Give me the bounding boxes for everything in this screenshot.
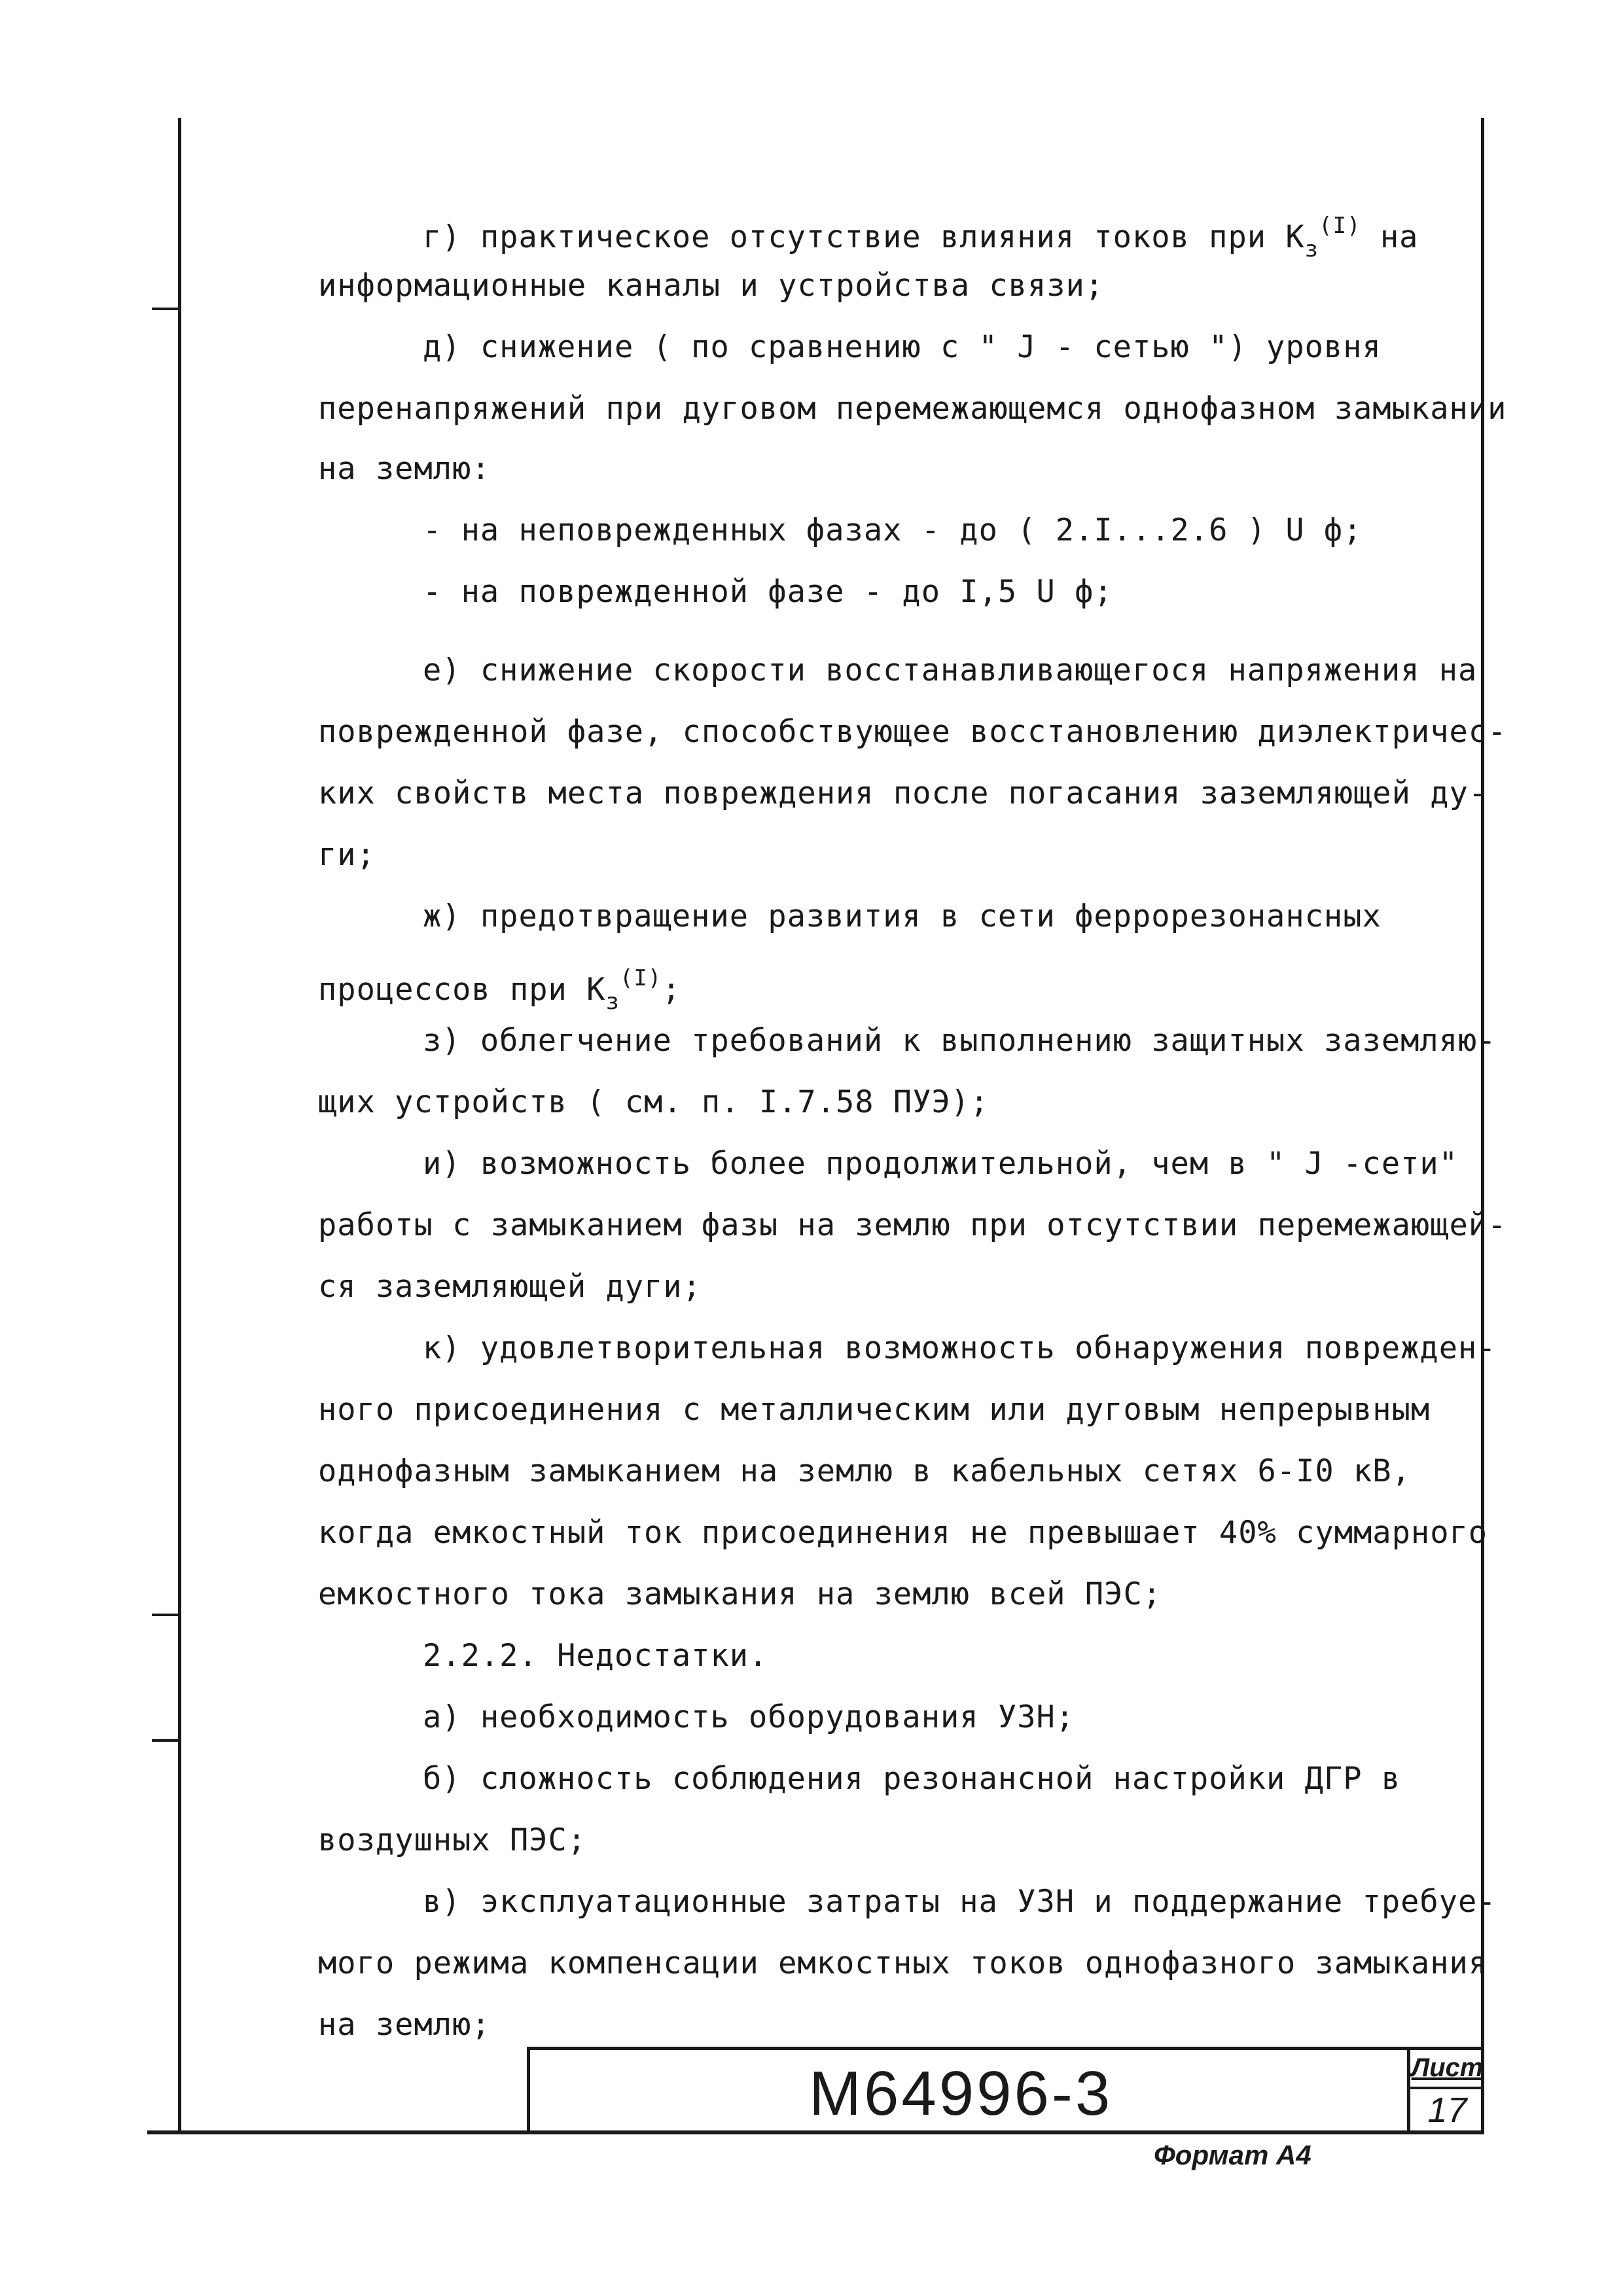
paragraph-zh-line-1: ж) предотвращение развития в сети феррорезонансных bbox=[423, 898, 1382, 934]
paragraph-k-line-2: ного присоединения с металлическим или дуговым непрерывным bbox=[318, 1392, 1431, 1428]
subscript: з bbox=[605, 989, 620, 1015]
paragraph-b-line-1: б) сложность соблюдения резонансной настройки ДГР в bbox=[423, 1761, 1401, 1797]
paragraph-a-line-1: а) необходимость оборудования УЗН; bbox=[423, 1699, 1075, 1735]
page-frame-left bbox=[178, 118, 181, 2133]
superscript: (I) bbox=[1319, 213, 1361, 239]
paragraph-d-line-4: - на неповрежденных фазах - до ( 2.I...2.6 ) U ф; bbox=[423, 512, 1363, 548]
paragraph-z-line-2: щих устройств ( см. п. I.7.58 ПУЭ); bbox=[318, 1084, 990, 1120]
document-code: М64996-3 bbox=[809, 2058, 1113, 2128]
superscript: (I) bbox=[619, 965, 662, 991]
sheet-cell bbox=[1407, 2050, 1484, 2134]
paragraph-b-line-2: воздушных ПЭС; bbox=[318, 1822, 587, 1858]
paragraph-z-line-1: з) облегчение требований к выполнению защитных заземляю- bbox=[423, 1023, 1497, 1059]
paragraph-e-line-4: ги; bbox=[318, 837, 376, 873]
paragraph-v-line-2: мого режима компенсации емкостных токов однофазного замыкания bbox=[318, 1945, 1488, 1981]
paragraph-e-line-3: ких свойств места повреждения после погасания заземляющей ду- bbox=[318, 775, 1488, 811]
title-block bbox=[527, 2047, 1484, 2134]
paragraph-e-line-1: е) снижение скорости восстанавливающегося напряжения на bbox=[423, 652, 1478, 688]
paragraph-d-line-1: д) снижение ( по сравнению с " J - сетью ") уровня bbox=[423, 329, 1382, 365]
subscript: з bbox=[1304, 236, 1319, 262]
paragraph-k-line-1: к) удовлетворительная возможность обнаружения поврежден- bbox=[423, 1330, 1497, 1366]
margin-tick bbox=[152, 1739, 179, 1742]
format-label: Формат А4 bbox=[1154, 2140, 1311, 2170]
paragraph-k-line-3: однофазным замыканием на землю в кабельных сетях 6-I0 кВ, bbox=[318, 1453, 1411, 1489]
paragraph-i-line-1: и) возможность более продолжительной, чем в " J -сети" bbox=[423, 1146, 1459, 1182]
sheet-number: 17 bbox=[1427, 2091, 1467, 2130]
paragraph-i-line-2: работы с замыканием фазы на землю при отсутствии перемежающей- bbox=[318, 1207, 1507, 1243]
section-heading: 2.2.2. Недостатки. bbox=[423, 1638, 768, 1674]
paragraph-v-line-1: в) эксплуатационные затраты на УЗН и поддержание требуе- bbox=[423, 1884, 1497, 1920]
paragraph-k-line-4: когда емкостный ток присоединения не превышает 40% суммарного bbox=[318, 1515, 1488, 1551]
margin-tick bbox=[152, 308, 179, 310]
sheet-label: Лист bbox=[1410, 2050, 1484, 2089]
paragraph-zh-line-2: процессов при $К_з^{(I)}$; bbox=[318, 965, 681, 1015]
paragraph-e-line-2: поврежденной фазе, способствующее восстановлению диэлектричес- bbox=[318, 714, 1507, 750]
paragraph-g-line-2: информационные каналы и устройства связи; bbox=[318, 268, 1105, 304]
paragraph-d-line-2: перенапряжений при дуговом перемежающемся однофазном замыкании bbox=[318, 391, 1507, 427]
margin-tick bbox=[152, 1614, 179, 1616]
paragraph-i-line-3: ся заземляющей дуги; bbox=[318, 1269, 702, 1305]
paragraph-g-line-1: г) практическое отсутствие влияния токов при $К_з^{(I)}$ на bbox=[423, 213, 1419, 262]
paragraph-d-line-5: - на поврежденной фазе - до I,5 U ф; bbox=[423, 574, 1113, 610]
paragraph-v-line-3: на землю; bbox=[318, 2007, 491, 2043]
paragraph-d-line-3: на землю: bbox=[318, 451, 491, 487]
paragraph-k-line-5: емкостного тока замыкания на землю всей ПЭС; bbox=[318, 1576, 1162, 1612]
